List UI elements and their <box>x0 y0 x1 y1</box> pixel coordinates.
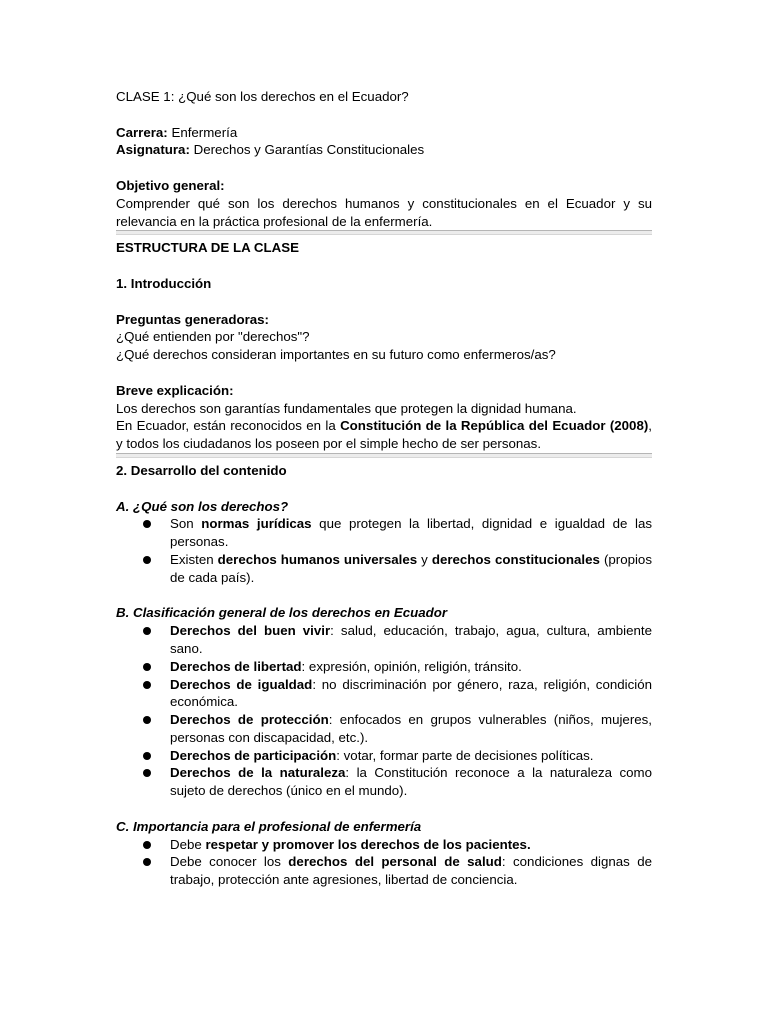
document-content <box>116 88 652 889</box>
bullet-icon <box>143 752 151 760</box>
bullet-icon <box>143 858 151 866</box>
intro-heading: 1. Introducción <box>116 275 212 291</box>
bullet-icon <box>143 663 151 671</box>
desarrollo-heading: 2. Desarrollo del contenido <box>116 462 287 478</box>
carrera-value: Enfermería <box>167 124 238 140</box>
list-item: Derechos de igualdad: no discriminación por género, raza, religión, condición económica. <box>116 676 652 712</box>
pregunta-2: ¿Qué derechos consideran importantes en su futuro como enfermeros/as? <box>116 347 556 363</box>
list-item: Debe respetar y promover los derechos de los pacientes. <box>116 836 652 854</box>
list-item: Debe conocer los derechos del personal de salud: condiciones dignas de trabajo, protección ante agresiones, libertad de conciencia. <box>116 853 652 889</box>
section-b-heading: B. Clasificación general de los derechos en Ecuador <box>116 605 448 621</box>
asignatura-value: Derechos y Garantías Constitucionales <box>189 142 425 158</box>
section-divider <box>116 230 652 235</box>
section-c-list <box>116 836 652 889</box>
bullet-icon <box>143 769 151 777</box>
bullet-icon <box>143 556 151 564</box>
list-item: Derechos de protección: enfocados en grupos vulnerables (niños, mujeres, personas con discapacidad, etc.). <box>116 711 652 747</box>
objetivo-text: Comprender qué son los derechos humanos y constitucionales en el Ecuador y su relevancia en la práctica profesional de la enfermería. <box>116 195 652 229</box>
class-title: CLASE 1: ¿Qué son los derechos en el Ecuador? <box>116 89 409 104</box>
bullet-icon <box>143 681 151 689</box>
section-a-heading: A. ¿Qué son los derechos? <box>116 498 289 514</box>
list-item: Derechos del buen vivir: salud, educación, trabajo, agua, cultura, ambiente sano. <box>116 622 652 658</box>
bullet-icon <box>143 841 151 849</box>
breve-heading: Breve explicación: <box>116 382 234 398</box>
carrera-label: Carrera: <box>116 124 168 140</box>
section-b-list <box>116 622 652 800</box>
asignatura-line <box>116 141 652 159</box>
list-item: Existen derechos humanos universales y derechos constitucionales (propios de cada país). <box>116 551 652 587</box>
section-divider <box>116 453 652 458</box>
list-item: Derechos de la naturaleza: la Constitución reconoce a la naturaleza como sujeto de derechos (único en el mundo). <box>116 764 652 800</box>
list-item: Derechos de libertad: expresión, opinión, religión, tránsito. <box>116 658 652 676</box>
constitucion-ref: Constitución de la República del Ecuador (2008) <box>340 418 649 434</box>
section-a-list <box>116 515 652 586</box>
preguntas-heading: Preguntas generadoras: <box>116 311 269 327</box>
objetivo-heading: Objetivo general: <box>116 177 225 193</box>
list-item: Son normas jurídicas que protegen la libertad, dignidad e igualdad de las personas. <box>116 515 652 551</box>
estructura-heading: ESTRUCTURA DE LA CLASE <box>116 240 299 256</box>
list-item: Derechos de participación: votar, formar parte de decisiones políticas. <box>116 747 652 765</box>
carrera-line <box>116 124 652 142</box>
bullet-icon <box>143 716 151 724</box>
breve-paragraph-2: En Ecuador, están reconocidos en la Constitución de la República del Ecuador (2008), y todos los ciudadanos los poseen por el simple hecho de ser personas. <box>116 418 652 452</box>
asignatura-label: Asignatura: <box>116 142 190 158</box>
breve-line-1: Los derechos son garantías fundamentales que protegen la dignidad humana. <box>116 400 577 416</box>
bullet-icon <box>143 627 151 635</box>
pregunta-1: ¿Qué entienden por "derechos"? <box>116 329 310 345</box>
bullet-icon <box>143 520 151 528</box>
section-c-heading: C. Importancia para el profesional de enfermería <box>116 818 422 834</box>
